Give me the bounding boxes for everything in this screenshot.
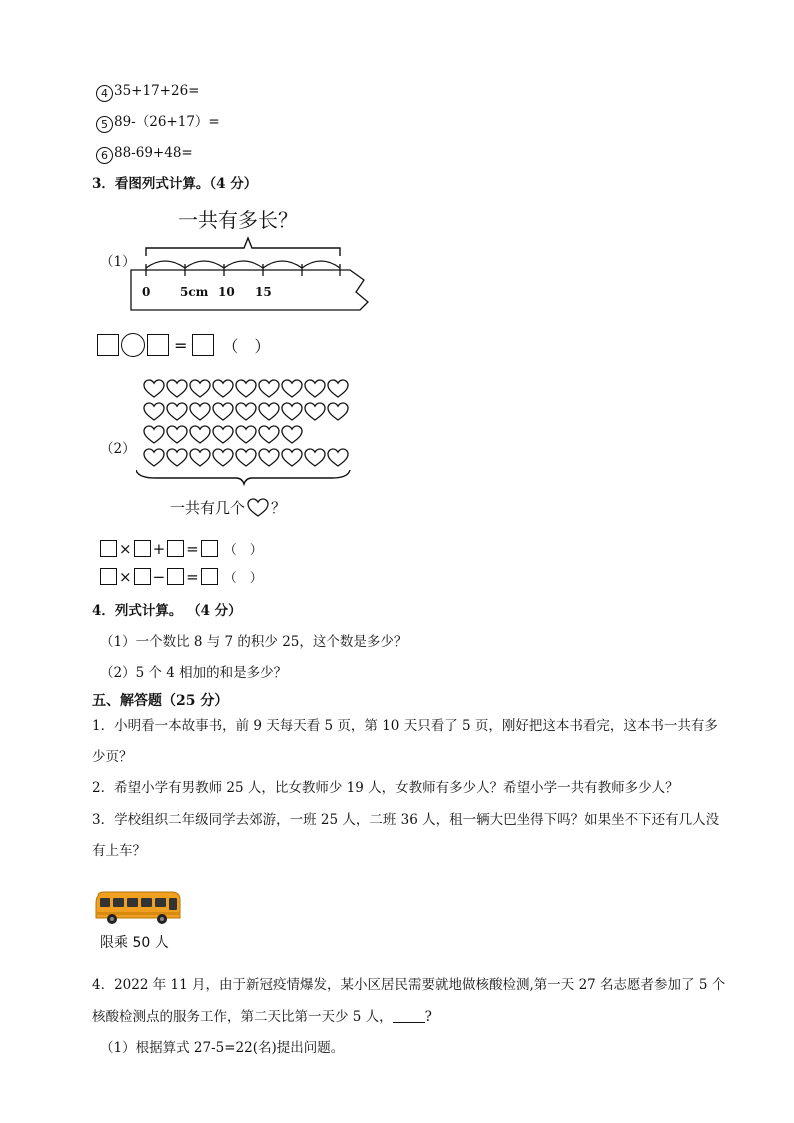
answer-box[interactable] [100,540,117,557]
heart-icon [167,403,187,420]
heart-icon [236,380,256,397]
heart-icon [328,403,348,420]
heart-icon [236,426,256,443]
operator: × [119,539,132,558]
tick-label-15: 15 [255,285,272,299]
circled-number: 5 [96,116,113,133]
operator: − [152,567,166,586]
heart-icon [236,449,256,466]
heart-icon [282,449,302,466]
heart-icon [190,449,210,466]
ruler-body [131,270,368,310]
brace-bottom [136,470,350,484]
heart-icon [259,380,279,397]
item-text: 89-（26+17）= [114,114,220,130]
fig2-question-mark: ？ [271,499,287,517]
bus-icon [92,890,182,930]
fig2-question-text: 一共有几个 [170,499,246,517]
problem-4-sub1: （1）根据算式 27-5=22(名)提出问题。 [100,1040,345,1056]
heart-icon [328,449,348,466]
heart-icon [213,426,233,443]
tick-label-0: 0 [142,285,151,299]
fig2-question [170,497,286,518]
circled-number: 4 [96,85,113,102]
heart-icon [305,403,325,420]
section-title: 五、解答题（25 分） [92,693,229,709]
hearts-figure [136,374,356,486]
equals-sign: = [174,335,188,355]
equals-sign: = [186,539,199,558]
item-5 [96,112,220,133]
heart-icon [213,449,233,466]
heart-icon [282,403,302,420]
fig1-label: （1） [100,254,136,270]
heart-icon [328,380,348,397]
heart-icon [247,498,269,518]
answer-box[interactable] [97,334,119,356]
heart-icon [213,403,233,420]
answer-box[interactable] [134,540,151,557]
equals-sign: = [186,567,199,586]
brace [146,238,340,256]
ruler-figure [128,230,373,320]
heart-icon [236,403,256,420]
q3-title: 3．看图列式计算。（4 分） [92,176,258,192]
heart-icon [167,449,187,466]
unit-paren[interactable]: （ ） [223,543,263,558]
heart-icon [259,426,279,443]
tick-label-10: 10 [218,285,235,299]
heart-icon [144,426,164,443]
heart-icon [259,449,279,466]
heart-icon [305,380,325,397]
heart-icon [190,380,210,397]
problem-1-line2: 少页？ [92,749,133,765]
heart-icon [144,449,164,466]
answer-box[interactable] [147,334,169,356]
problem-4-line2 [92,1007,432,1027]
fig2-equation-1 [100,539,263,558]
heart-icon [167,426,187,443]
q4-sub1: （1）一个数比 8 与 7 的积少 25，这个数是多少？ [100,634,408,650]
problem-2: 2．希望小学有男教师 25 人，比女教师少 19 人，女教师有多少人？希望小学一共有教师多少人？ [92,780,679,796]
answer-box[interactable] [134,568,151,585]
hearts-group [144,380,348,466]
answer-box[interactable] [201,568,218,585]
heart-icon [144,403,164,420]
answer-box[interactable] [167,540,184,557]
fig1-question: 一共有多长？ [178,208,298,232]
unit-paren[interactable]: （ ） [222,336,271,356]
heart-icon [167,380,187,397]
answer-blank[interactable] [393,1008,425,1023]
problem-3-line1: 3．学校组织二年级同学去郊游，一班 25 人，二班 36 人，租一辆大巴坐得下吗？如果坐不下还有几人没 [92,812,720,828]
operator: + [152,539,166,558]
answer-box[interactable] [167,568,184,585]
item-text: 35+17+26= [114,83,200,99]
heart-icon [282,426,302,443]
answer-box[interactable] [201,540,218,557]
problem-1-line1: 1．小明看一本故事书，前 9 天每天看 5 页，第 10 天只看了 5 页，刚好把这本书看完，这本书一共有多 [92,718,718,734]
fig2-equation-2 [100,567,263,586]
problem-4-qmark: ? [424,1009,432,1025]
heart-icon [190,403,210,420]
heart-icon [144,380,164,397]
heart-icon [259,403,279,420]
fig1-equation [97,333,270,357]
problem-4-text: 核酸检测点的服务工作，第二天比第一天少 5 人， [92,1009,393,1025]
item-4 [96,81,199,102]
heart-icon [190,426,210,443]
tick-label-5cm: 5cm [180,285,209,299]
q4-title: 4．列式计算。 （4 分） [92,603,242,619]
item-text: 88-69+48= [114,145,193,161]
unit-paren[interactable]: （ ） [223,571,263,586]
q4-sub2: （2）5 个 4 相加的和是多少？ [100,665,288,681]
hop-arcs [146,261,340,268]
problem-4-line1: 4．2022 年 11 月，由于新冠疫情爆发，某小区居民需要就地做核酸检测,第一天 27 名志愿者参加了 5 个 [92,977,726,993]
item-6 [96,143,193,164]
operator-circle[interactable] [121,333,145,357]
bus-capacity-label: 限乘 50 人 [100,935,169,951]
fig2-label: （2） [100,441,136,457]
answer-box[interactable] [100,568,117,585]
heart-icon [305,449,325,466]
problem-3-line2: 有上车？ [92,843,146,859]
operator: × [119,567,132,586]
heart-icon [213,380,233,397]
heart-icon [282,380,302,397]
answer-box[interactable] [192,334,214,356]
circled-number: 6 [96,147,113,164]
